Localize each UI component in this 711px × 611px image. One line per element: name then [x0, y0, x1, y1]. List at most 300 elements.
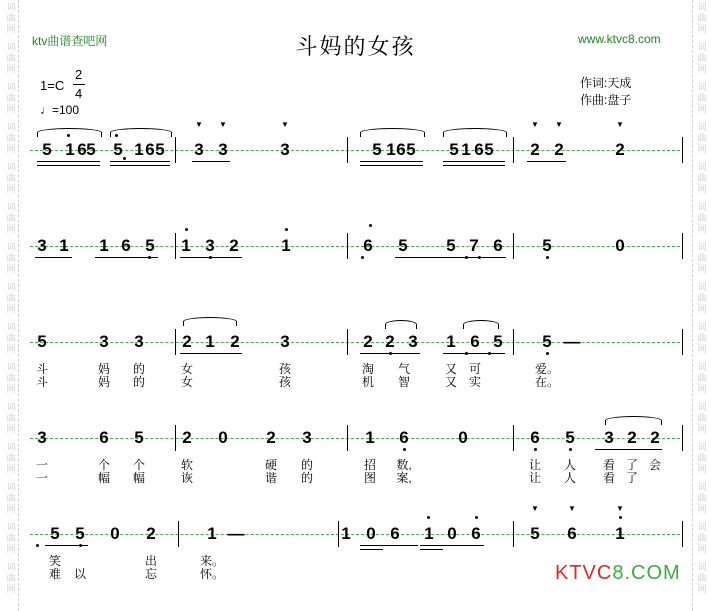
- bar-line: [347, 425, 348, 451]
- lyric-2: 让: [528, 471, 542, 485]
- watermark-char: 词: [697, 242, 707, 252]
- watermark-char: 词: [6, 2, 16, 12]
- watermark-char: 词: [697, 282, 707, 292]
- lyric-2: 忘: [144, 567, 158, 581]
- watermark-char: 曲: [6, 213, 16, 223]
- bar-line: [347, 233, 348, 259]
- note: 5: [372, 140, 382, 159]
- lyric-1: 数,: [396, 458, 412, 472]
- lyric-1: 人: [563, 458, 577, 472]
- bar-line: [513, 233, 514, 259]
- note: 1: [205, 332, 215, 351]
- watermark-char: 网: [6, 424, 16, 434]
- octave-dot-below: [79, 544, 82, 547]
- note: 3: [37, 236, 47, 255]
- note: 6: [470, 332, 480, 351]
- watermark-char: 网: [697, 64, 707, 74]
- lyric-1: 妈: [97, 362, 111, 376]
- composer-credit: 作曲:盘子: [580, 93, 632, 107]
- watermark-char: 网: [6, 184, 16, 194]
- lyric-1: 淘: [361, 362, 375, 376]
- watermark-char: 网: [697, 424, 707, 434]
- song-title: 斗妈的女孩: [295, 35, 416, 60]
- staff-line-row-4: [30, 438, 680, 439]
- watermark-char: 曲: [697, 253, 707, 263]
- octave-dot-below: [389, 352, 392, 355]
- watermark-char: 网: [6, 344, 16, 354]
- note: 6: [363, 236, 373, 255]
- bar-line: [682, 233, 683, 259]
- note: 2: [650, 428, 660, 447]
- note: 1: [424, 524, 434, 543]
- note: 6: [145, 140, 155, 159]
- note: 6: [567, 524, 577, 543]
- note: 6: [77, 140, 87, 159]
- watermark-char: 曲: [6, 533, 16, 543]
- beam-underline: [465, 353, 505, 354]
- note: 1: [281, 236, 291, 255]
- note: 5: [530, 524, 540, 543]
- note: —: [227, 524, 245, 543]
- beam-underline: [37, 161, 100, 162]
- note: 2: [146, 524, 156, 543]
- watermark-char: 词: [6, 442, 16, 452]
- watermark-char: 网: [6, 224, 16, 234]
- watermark-char: 曲: [6, 173, 16, 183]
- note: 2: [627, 428, 637, 447]
- watermark-char: 网: [6, 24, 16, 34]
- watermark-char: 网: [697, 304, 707, 314]
- note: 7: [469, 236, 479, 255]
- lyric-2: 怀。: [199, 567, 225, 581]
- lyric-2: 在。: [534, 375, 560, 389]
- lyric-1: 孩: [278, 362, 292, 376]
- lyric-1: 会: [648, 458, 662, 472]
- note: 6: [493, 236, 503, 255]
- note: 3: [218, 140, 228, 159]
- watermark-char: 网: [697, 504, 707, 514]
- watermark-char: 曲: [6, 293, 16, 303]
- note: 2: [229, 236, 239, 255]
- lyric-2: 又: [444, 375, 458, 389]
- octave-dot-below: [534, 448, 537, 451]
- watermark-char: 曲: [697, 173, 707, 183]
- watermark-char: 曲: [697, 373, 707, 383]
- bar-line: [338, 521, 339, 547]
- breath-mark-icon: ▼: [555, 120, 563, 129]
- lyric-1: 一: [35, 458, 49, 472]
- watermark-char: 曲: [697, 53, 707, 63]
- octave-dot-below: [488, 352, 491, 355]
- bar-line: [682, 329, 683, 355]
- note: 1: [181, 236, 191, 255]
- bar-line: [682, 137, 683, 163]
- note: 6: [390, 524, 400, 543]
- breath-mark-icon: ▼: [195, 120, 203, 129]
- lyric-1: 的: [300, 458, 314, 472]
- watermark-char: 网: [6, 584, 16, 594]
- note: 2: [182, 428, 192, 447]
- note: 2: [230, 332, 240, 351]
- note: 6: [121, 236, 131, 255]
- note: 1: [99, 236, 109, 255]
- note: 1: [365, 428, 375, 447]
- note: 5: [493, 332, 503, 351]
- breath-mark-icon: ▼: [616, 504, 624, 513]
- slur: [443, 128, 507, 137]
- beam-underline: [35, 257, 72, 258]
- watermark-char: 曲: [6, 53, 16, 63]
- watermark-char: 词: [6, 82, 16, 92]
- note: 3: [99, 332, 109, 351]
- watermark-char: 曲: [697, 293, 707, 303]
- bar-line: [513, 137, 514, 163]
- watermark-char: 词: [697, 42, 707, 52]
- note: 5: [42, 140, 52, 159]
- watermark-char: 网: [697, 344, 707, 354]
- watermark-char: 网: [697, 464, 707, 474]
- lyric-1: 又: [444, 362, 458, 376]
- watermark-char: 网: [6, 64, 16, 74]
- lyric-2: 实: [468, 375, 482, 389]
- watermark-char: 词: [6, 482, 16, 492]
- beam-underline: [110, 165, 170, 166]
- slur: [463, 320, 499, 329]
- note: 5: [113, 140, 123, 159]
- lyric-2: 一: [35, 471, 49, 485]
- note: 0: [218, 428, 228, 447]
- bar-line: [175, 329, 176, 355]
- lyricist-credit: 作词:天成: [580, 76, 632, 90]
- site-name-left: ktv曲谱查吧网: [32, 34, 108, 48]
- octave-dot-below: [403, 448, 406, 451]
- note: 2: [615, 140, 625, 159]
- key-signature: 1=C: [40, 78, 65, 93]
- watermark-char: 词: [6, 322, 16, 332]
- lyric-2: 幅: [132, 471, 146, 485]
- note: —: [563, 332, 581, 351]
- lyric-2: 看: [602, 471, 616, 485]
- lyric-2: 难: [48, 567, 62, 581]
- watermark-char: 词: [6, 122, 16, 132]
- note: 5: [449, 140, 459, 159]
- watermark-char: 词: [697, 482, 707, 492]
- watermark-char: 曲: [6, 253, 16, 263]
- watermark-char: 词: [6, 362, 16, 372]
- bar-line: [513, 521, 514, 547]
- octave-dot-below: [478, 256, 481, 259]
- note: 2: [385, 332, 395, 351]
- watermark-char: 曲: [697, 133, 707, 143]
- beam-underline: [110, 161, 170, 162]
- octave-dot-below: [123, 157, 126, 160]
- lyric-1: 个: [97, 458, 111, 472]
- lyric-1: 女: [180, 362, 194, 376]
- breath-mark-icon: ▼: [616, 120, 624, 129]
- watermark-char: 词: [697, 362, 707, 372]
- watermark-char: 词: [6, 402, 16, 412]
- beam-underline: [527, 161, 566, 162]
- octave-dot-below: [569, 448, 572, 451]
- note: 5: [86, 140, 96, 159]
- beam-underline: [443, 161, 505, 162]
- lyric-1: 出: [144, 554, 158, 568]
- beam-underline: [420, 549, 443, 550]
- octave-dot-above: [475, 516, 478, 519]
- lyric-2: 以: [73, 567, 87, 581]
- lyric-2: 谐: [264, 471, 278, 485]
- time-signature-bottom: 4: [75, 86, 83, 101]
- note: 5: [50, 524, 60, 543]
- logo-part-ktv: KTVC: [555, 562, 613, 584]
- note: 1: [341, 524, 351, 543]
- watermark-char: 词: [697, 2, 707, 12]
- octave-dot-above: [427, 516, 430, 519]
- note: 5: [134, 428, 144, 447]
- note: 6: [396, 140, 406, 159]
- lyric-1: 气: [397, 362, 411, 376]
- watermark-char: 网: [6, 464, 16, 474]
- breath-mark-icon: ▼: [568, 504, 576, 513]
- note: 2: [554, 140, 564, 159]
- watermark-char: 曲: [697, 493, 707, 503]
- lyric-2: 了: [625, 471, 639, 485]
- watermark-char: 曲: [697, 573, 707, 583]
- watermark-char: 网: [6, 304, 16, 314]
- watermark-char: 网: [697, 584, 707, 594]
- octave-dot-above: [369, 224, 372, 227]
- octave-dot-below: [465, 256, 468, 259]
- lyric-1: 来。: [199, 554, 225, 568]
- note: 3: [408, 332, 418, 351]
- beam-underline: [360, 161, 423, 162]
- octave-dot-below: [361, 256, 364, 259]
- beam-underline: [360, 165, 423, 166]
- note: 0: [447, 524, 457, 543]
- note: 2: [363, 332, 373, 351]
- watermark-char: 曲: [6, 333, 16, 343]
- note: 3: [604, 428, 614, 447]
- lyric-1: 招: [363, 458, 377, 472]
- note: 0: [110, 524, 120, 543]
- lyric-1: 让: [528, 458, 542, 472]
- slur: [385, 320, 417, 329]
- note: 1: [59, 236, 69, 255]
- lyric-2: 女: [180, 375, 194, 389]
- octave-dot-above: [285, 228, 288, 231]
- note: 1: [461, 140, 471, 159]
- time-signature-top: 2: [75, 67, 83, 82]
- logo-part-8com: 8.COM: [612, 562, 681, 584]
- note: 5: [155, 140, 165, 159]
- watermark-char: 曲: [6, 13, 16, 23]
- lyric-1: 看: [602, 458, 616, 472]
- watermark-char: 曲: [697, 413, 707, 423]
- watermark-char: 词: [6, 162, 16, 172]
- note: 5: [565, 428, 575, 447]
- breath-mark-icon: ▼: [281, 120, 289, 129]
- note: 1: [65, 140, 75, 159]
- note: 5: [145, 236, 155, 255]
- bar-line: [347, 329, 348, 355]
- watermark-char: 词: [6, 282, 16, 292]
- lyric-2: 的: [132, 375, 146, 389]
- breath-mark-icon: ▼: [531, 120, 539, 129]
- beam-underline: [600, 449, 662, 450]
- watermark-char: 词: [697, 162, 707, 172]
- watermark-char: 曲: [6, 493, 16, 503]
- lyric-1: 可: [468, 362, 482, 376]
- octave-dot-below: [465, 352, 468, 355]
- lyric-2: 的: [300, 471, 314, 485]
- lyric-2: 斗: [35, 375, 49, 389]
- watermark-char: 网: [6, 104, 16, 114]
- watermark-char: 词: [697, 442, 707, 452]
- watermark-char: 曲: [697, 213, 707, 223]
- site-url-right: www.ktvc8.com: [578, 32, 661, 46]
- note: 6: [399, 428, 409, 447]
- lyric-2: 人: [563, 471, 577, 485]
- octave-dot-above: [67, 134, 70, 137]
- note: 5: [75, 524, 85, 543]
- note: 2: [530, 140, 540, 159]
- lyric-2: 智: [397, 375, 411, 389]
- note: 5: [542, 236, 552, 255]
- bar-line: [175, 137, 176, 163]
- watermark-char: 词: [6, 42, 16, 52]
- note: 1: [446, 332, 456, 351]
- watermark-char: 网: [697, 144, 707, 154]
- watermark-char: 曲: [697, 93, 707, 103]
- octave-dot-above: [115, 134, 118, 137]
- staff-line-row-1: [30, 150, 680, 151]
- note: 0: [615, 236, 625, 255]
- watermark-char: 曲: [697, 333, 707, 343]
- watermark-char: 词: [6, 242, 16, 252]
- slur: [605, 416, 662, 425]
- beam-underline: [200, 353, 242, 354]
- octave-dot-below: [546, 352, 549, 355]
- watermark-char: 曲: [697, 13, 707, 23]
- octave-dot-below: [209, 256, 212, 259]
- octave-dot-below: [148, 256, 151, 259]
- bar-line: [682, 521, 683, 547]
- breath-mark-icon: ▼: [531, 504, 539, 513]
- staff-line-row-3: [30, 342, 680, 343]
- note: 6: [99, 428, 109, 447]
- lyric-2: 案,: [396, 471, 412, 485]
- watermark-char: 曲: [6, 93, 16, 103]
- note: 1: [207, 524, 217, 543]
- lyric-2: 孩: [278, 375, 292, 389]
- tempo-value: =100: [52, 103, 80, 117]
- note: 1: [386, 140, 396, 159]
- bar-line: [175, 233, 176, 259]
- octave-dot-below: [36, 544, 39, 547]
- note: 5: [446, 236, 456, 255]
- watermark-char: 词: [6, 562, 16, 572]
- watermark-char: 词: [6, 522, 16, 532]
- lyric-1: 的: [132, 362, 146, 376]
- quarter-note-icon: ♩: [40, 103, 52, 117]
- note: 2: [266, 428, 276, 447]
- watermark-char: 网: [697, 104, 707, 114]
- beam-underline: [420, 545, 484, 546]
- watermark-char: 曲: [6, 133, 16, 143]
- bar-line: [178, 521, 179, 547]
- breath-mark-icon: ▼: [219, 120, 227, 129]
- note: 6: [530, 428, 540, 447]
- lyric-1: 笑: [48, 554, 62, 568]
- slur: [183, 317, 237, 326]
- watermark-char: 曲: [6, 373, 16, 383]
- watermark-char: 曲: [697, 533, 707, 543]
- note: 1: [615, 524, 625, 543]
- watermark-char: 网: [697, 544, 707, 554]
- bar-line: [347, 137, 348, 163]
- watermark-char: 网: [6, 144, 16, 154]
- watermark-char: 网: [697, 184, 707, 194]
- lyric-2: 图: [363, 471, 377, 485]
- note: 6: [471, 524, 481, 543]
- bar-line: [513, 425, 514, 451]
- lyric-1: 个: [132, 458, 146, 472]
- note: 2: [182, 332, 192, 351]
- beam-underline: [360, 549, 383, 550]
- watermark-char: 词: [697, 562, 707, 572]
- note: 3: [134, 332, 144, 351]
- watermark-char: 曲: [6, 573, 16, 583]
- time-signature-line: [73, 84, 85, 85]
- watermark-char: 词: [697, 522, 707, 532]
- octave-dot-below: [546, 256, 549, 259]
- watermark-char: 网: [697, 224, 707, 234]
- watermark-char: 词: [697, 82, 707, 92]
- lyric-2: 幅: [97, 471, 111, 485]
- bar-line: [513, 329, 514, 355]
- note: 6: [474, 140, 484, 159]
- lyric-1: 爱。: [534, 362, 560, 376]
- lyric-1: 硬: [264, 458, 278, 472]
- staff-line-row-5: [30, 534, 680, 535]
- lyric-2: 妈: [97, 375, 111, 389]
- tempo-mark: [40, 103, 79, 117]
- watermark-char: 网: [6, 384, 16, 394]
- watermark-char: 网: [697, 24, 707, 34]
- octave-dot-above: [185, 228, 188, 231]
- lyric-2: 机: [361, 375, 375, 389]
- note: 5: [37, 332, 47, 351]
- beam-underline: [443, 165, 505, 166]
- slur: [360, 128, 425, 137]
- watermark-char: 词: [697, 322, 707, 332]
- watermark-char: 曲: [6, 453, 16, 463]
- bar-line: [682, 425, 683, 451]
- note: 0: [458, 428, 468, 447]
- note: 1: [134, 140, 144, 159]
- beam-underline: [403, 257, 506, 258]
- note: 0: [366, 524, 376, 543]
- watermark-char: 词: [697, 202, 707, 212]
- watermark-char: 网: [697, 264, 707, 274]
- octave-dot-above: [619, 516, 622, 519]
- note: 3: [280, 140, 290, 159]
- bar-line: [175, 425, 176, 451]
- note: 5: [406, 140, 416, 159]
- beam-underline: [37, 165, 100, 166]
- note: 3: [194, 140, 204, 159]
- watermark-char: 网: [6, 544, 16, 554]
